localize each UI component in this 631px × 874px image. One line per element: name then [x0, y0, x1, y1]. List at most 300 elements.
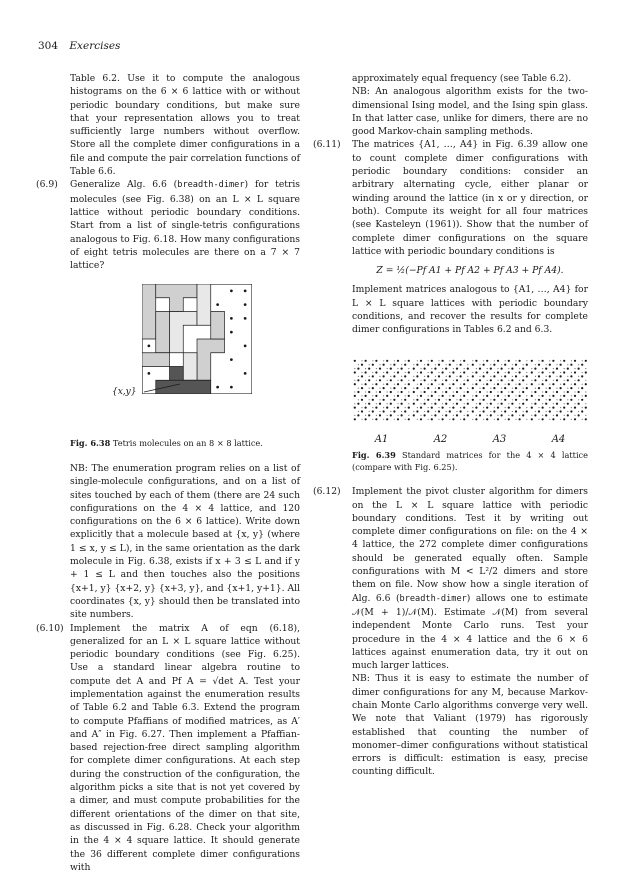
matrix-entry	[585, 371, 587, 373]
matrix-entry	[405, 383, 406, 384]
matrix-entry	[397, 418, 399, 420]
matrix-entry	[453, 368, 454, 369]
matrix-entry	[571, 407, 572, 408]
matrix-entry	[508, 368, 509, 369]
matrix-entry	[483, 387, 485, 389]
matrix-entry	[383, 418, 384, 419]
matrix-entry	[472, 372, 473, 373]
matrix-entry	[404, 375, 406, 377]
matrix-entry	[522, 391, 524, 393]
matrix-entry	[567, 379, 569, 381]
matrix-entry	[452, 406, 454, 408]
matrix-entry	[535, 399, 536, 400]
algorithm-name: breadth-dimer	[177, 180, 245, 191]
matrix-entry	[413, 391, 415, 393]
matrix-entry	[538, 410, 540, 412]
matrix-entry	[427, 375, 429, 377]
matrix-entry	[365, 359, 367, 361]
matrix-entry	[449, 418, 450, 419]
matrix-entry	[522, 402, 524, 404]
matrix-entry	[497, 359, 499, 361]
matrix-entry	[556, 364, 557, 365]
matrix-entry	[511, 414, 513, 416]
matrix-entry	[379, 364, 380, 365]
matrix-entry	[413, 367, 415, 369]
matrix-entry	[567, 387, 568, 388]
matrix-entry	[483, 360, 484, 361]
matrix-entry	[413, 379, 415, 381]
matrix-entry	[405, 418, 406, 419]
matrix-entry	[357, 391, 359, 393]
matrix-entry	[401, 391, 403, 393]
matrix-entry	[361, 360, 362, 361]
matrix-entry	[420, 403, 421, 404]
matrix-entry	[574, 394, 576, 396]
matrix-entry	[467, 375, 468, 376]
matrix-entry	[505, 372, 506, 373]
matrix-entry	[404, 387, 406, 389]
matrix-entry	[375, 406, 377, 408]
matrix-entry	[420, 371, 422, 373]
matrix-entry	[393, 410, 395, 412]
matrix-entry	[446, 399, 447, 400]
matrix-entry	[467, 387, 468, 388]
matrix-entry	[452, 383, 454, 385]
matrix-entry	[442, 403, 443, 404]
matrix-entry	[545, 391, 547, 393]
matrix-entry	[535, 364, 536, 365]
matrix-entry	[515, 360, 516, 361]
matrix-entry	[368, 402, 370, 404]
matrix-entry	[463, 383, 465, 385]
matrix-entry	[472, 407, 473, 408]
matrix-entry	[431, 406, 433, 408]
matrix-entry	[556, 375, 557, 376]
matrix-entry	[549, 372, 550, 373]
matrix-entry	[386, 418, 388, 420]
matrix-entry	[442, 406, 444, 408]
matrix-entry	[483, 372, 484, 373]
matrix-entry	[452, 371, 454, 373]
matrix-entry	[413, 402, 415, 404]
matrix-entry	[460, 418, 461, 419]
matrix-entry	[479, 411, 480, 412]
matrix-entry	[361, 410, 363, 412]
matrix-entry	[368, 367, 370, 369]
matrix-entry	[497, 418, 499, 420]
matrix-entry	[497, 403, 498, 404]
matrix-entry	[479, 402, 481, 404]
matrix-entry	[390, 391, 392, 393]
matrix-entry	[563, 371, 565, 373]
matrix-label-a4: A4	[551, 433, 566, 445]
matrix-entry	[512, 387, 513, 388]
matrix-entry	[526, 375, 528, 377]
matrix-entry	[538, 375, 540, 377]
matrix-entry	[526, 395, 527, 396]
matrix-entry	[397, 406, 399, 408]
matrix-entry	[501, 367, 503, 369]
matrix-entry	[553, 414, 554, 415]
matrix-entry	[464, 414, 465, 415]
matrix-entry	[408, 359, 410, 361]
matrix-entry	[463, 359, 465, 361]
matrix-entry	[365, 403, 366, 404]
matrix-entry	[379, 414, 381, 416]
matrix-entry	[556, 379, 558, 381]
matrix-entry	[408, 403, 409, 404]
matrix-entry	[578, 379, 580, 381]
matrix-entry	[476, 379, 477, 380]
matrix-entry	[460, 383, 461, 384]
matrix-entry	[372, 387, 374, 389]
matrix-entry	[511, 391, 513, 393]
matrix-entry	[417, 418, 418, 419]
right-column	[313, 72, 588, 779]
matrix-entry	[519, 379, 520, 380]
matrix-entry	[515, 395, 516, 396]
matrix-entry	[424, 391, 426, 393]
matrix-entry	[542, 403, 543, 404]
matrix-entry	[505, 407, 506, 408]
matrix-entry	[420, 418, 422, 420]
matrix-entry	[585, 379, 586, 380]
matrix-entry	[376, 391, 377, 392]
matrix-entry	[393, 387, 395, 389]
matrix-entry	[375, 371, 377, 373]
matrix-entry	[408, 371, 410, 373]
matrix-entry	[490, 414, 492, 416]
matrix-entry	[504, 410, 506, 412]
matrix-entry	[494, 407, 495, 408]
matrix-entry	[476, 368, 477, 369]
matrix-entry	[564, 403, 565, 404]
matrix-entry	[519, 406, 521, 408]
matrix-entry	[494, 418, 495, 419]
matrix-entry	[428, 407, 429, 408]
matrix-entry	[501, 399, 502, 400]
matrix-entry	[487, 379, 488, 380]
matrix-entry	[446, 411, 447, 412]
note-ising: NB: An analogous algorithm exists for the two-dimensional Ising model, and the Ising spin glass. In that latter case, unlike for dimers, there are no good Markov-chain sampling methods.	[352, 86, 588, 138]
matrix-entry	[387, 403, 388, 404]
matrix-entry	[438, 407, 439, 408]
matrix-entry	[545, 402, 547, 404]
matrix-entry	[570, 363, 572, 365]
matrix-entry	[515, 407, 516, 408]
matrix-entry	[531, 391, 532, 392]
matrix-entry	[427, 410, 429, 412]
matrix-entry	[549, 387, 551, 389]
matrix-entry	[538, 418, 539, 419]
matrix-entry	[515, 372, 516, 373]
matrix-entry	[585, 414, 586, 415]
matrix-entry	[483, 383, 484, 384]
algorithm-name: breadth-dimer	[399, 593, 467, 604]
matrix-entry	[420, 379, 421, 380]
matrix-entry	[476, 414, 477, 415]
matrix-label-a3: A3	[492, 433, 507, 445]
matrix-entry	[386, 371, 388, 373]
matrix-entry	[570, 410, 572, 412]
matrix-entry	[483, 363, 485, 365]
matrix-entry	[445, 379, 447, 381]
matrix-entry	[387, 414, 388, 415]
matrix-entry	[383, 398, 385, 400]
matrix-entry	[560, 418, 561, 419]
matrix-entry	[383, 372, 384, 373]
matrix-entry	[472, 418, 473, 419]
matrix-entry	[368, 391, 370, 393]
matrix-entry	[431, 418, 433, 420]
matrix-entry	[361, 398, 363, 400]
matrix-entry	[563, 418, 565, 420]
matrix-entry	[379, 411, 380, 412]
matrix-entry	[519, 414, 520, 415]
matrix-entry	[515, 375, 517, 377]
matrix-entry	[526, 360, 527, 361]
matrix-entry	[560, 363, 562, 365]
matrix-entry	[361, 375, 363, 377]
matrix-entry	[431, 359, 433, 361]
matrix-entry	[460, 398, 462, 400]
matrix-entry	[531, 406, 533, 408]
matrix-entry	[542, 414, 543, 415]
matrix-entry	[505, 395, 506, 396]
matrix-entry	[549, 360, 550, 361]
matrix-entry	[416, 410, 418, 412]
matrix-entry	[408, 406, 410, 408]
matrix-entry	[460, 407, 461, 408]
matrix-entry	[522, 367, 524, 369]
note-valiant: NB: Thus it is easy to estimate the number of dimer configurations for any M, because Markov-chain Monte Carlo algorithms converge very well. We note that Valiant (1979) has rigorously established that counting the number of monomer–dimer configurations without statistical errors is difficult: estimation is easy, precise counting difficult.	[352, 673, 588, 778]
matrix-entry	[574, 383, 576, 385]
matrix-entry	[479, 399, 480, 400]
matrix-entry	[472, 383, 473, 384]
matrix-entry	[505, 383, 506, 384]
matrix-entry	[538, 407, 539, 408]
matrix-entry	[420, 383, 422, 385]
matrix-entry	[582, 407, 583, 408]
matrix-entry	[420, 394, 422, 396]
matrix-entry	[556, 411, 557, 412]
matrix-entry	[449, 395, 450, 396]
matrix-entry	[449, 407, 450, 408]
matrix-entry	[390, 375, 391, 376]
matrix-entry	[490, 399, 491, 400]
matrix-entry	[456, 391, 458, 393]
matrix-entry	[369, 375, 370, 376]
matrix-entry	[515, 383, 516, 384]
matrix-entry	[449, 375, 451, 377]
matrix-entry	[570, 375, 572, 377]
matrix-entry	[390, 387, 391, 388]
matrix-entry	[534, 379, 536, 381]
matrix-entry	[508, 406, 510, 408]
matrix-entry	[493, 387, 495, 389]
matrix-entry	[372, 407, 373, 408]
matrix-entry	[467, 402, 469, 404]
matrix-entry	[578, 364, 579, 365]
matrix-entry	[372, 418, 373, 419]
matrix-entry	[394, 407, 395, 408]
matrix-entry	[487, 414, 488, 415]
matrix-entry	[582, 372, 583, 373]
matrix-entry	[487, 391, 488, 392]
matrix-entry	[467, 414, 469, 416]
matrix-entry	[386, 383, 388, 385]
matrix-entry	[504, 363, 506, 365]
matrix-entry	[361, 383, 362, 384]
matrix-entry	[515, 363, 517, 365]
matrix-entry	[531, 383, 533, 385]
matrix-entry	[404, 410, 406, 412]
matrix-entry	[417, 372, 418, 373]
matrix-entry	[435, 387, 436, 388]
matrix-entry	[534, 367, 536, 369]
matrix-entry	[542, 359, 544, 361]
matrix-entry	[405, 395, 406, 396]
matrix-entry	[504, 387, 506, 389]
matrix-entry	[549, 383, 550, 384]
matrix-entry	[574, 403, 575, 404]
matrix-entry	[365, 418, 367, 420]
matrix-entry	[535, 375, 536, 376]
matrix-entry	[357, 402, 359, 404]
matrix-entry	[379, 387, 380, 388]
matrix-entry	[494, 383, 495, 384]
matrix-entry	[556, 391, 558, 393]
matrix-entry	[413, 414, 415, 416]
matrix-entry	[519, 391, 520, 392]
matrix-entry	[442, 418, 444, 420]
matrix-entry	[475, 394, 477, 396]
matrix-entry	[538, 395, 539, 396]
matrix-entry	[354, 391, 355, 392]
matrix-entry	[467, 411, 468, 412]
matrix-entry	[479, 387, 480, 388]
matrix-entry	[578, 411, 579, 412]
matrix-entry	[493, 410, 495, 412]
matrix-entry	[442, 383, 444, 385]
matrix-entry	[567, 399, 568, 400]
exercise-6-12: (6.12) Implement the pivot cluster algorithm for dimers on the L × L square lattice with periodic boundary conditions. Test it by writing out complete dimer configurations on file: on the 4 × 4 lattice, the 272 complete dimer configurations should be generated equally often. Sample configurations with M < L²/2 dimers and store them on file. Now show how a single iteration of Alg. 6.6 (breadth-dimer) allows one to estimate 𝒩(M + 1)/𝒩(M). Estimate 𝒩(M) from several independent Monte Carlo runs. Test your procedure in the 4 × 4 lattice and the 6 × 6 lattices against enumeration data, try it out on much larger lattices.	[313, 486, 588, 672]
matrix-entry	[519, 418, 521, 420]
matrix-entry	[427, 363, 429, 365]
matrix-entry	[581, 410, 583, 412]
matrix-entry	[368, 414, 370, 416]
matrix-entry	[438, 363, 440, 365]
matrix-entry	[420, 368, 421, 369]
matrix-entry	[408, 418, 410, 420]
matrix-entry	[460, 395, 461, 396]
matrix-entry	[369, 387, 370, 388]
matrix-entry	[519, 371, 521, 373]
matrix-entry	[552, 394, 554, 396]
matrix-entry	[560, 407, 561, 408]
matrix-entry	[475, 371, 477, 373]
matrix-entry	[417, 395, 418, 396]
matrix-entry	[546, 375, 547, 376]
matrix-entry	[376, 368, 377, 369]
matrix-entry	[379, 379, 381, 381]
matrix-entry	[531, 359, 533, 361]
matrix-entry	[578, 399, 579, 400]
matrix-entry	[393, 363, 395, 365]
matrix-entry	[452, 418, 454, 420]
matrix-entry	[570, 387, 572, 389]
matrix-entry	[446, 375, 447, 376]
matrix-entry	[494, 395, 495, 396]
matrix-entry	[372, 372, 373, 373]
matrix-entry	[397, 368, 398, 369]
matrix-entry	[542, 394, 544, 396]
matrix-entry	[585, 406, 587, 408]
matrix-entry	[486, 383, 488, 385]
matrix-entry	[404, 398, 406, 400]
matrix-entry	[560, 383, 561, 384]
matrix-entry	[404, 363, 406, 365]
matrix-entry	[427, 387, 429, 389]
matrix-entry	[413, 399, 414, 400]
matrix-entry	[442, 394, 444, 396]
matrix-entry	[549, 407, 550, 408]
matrix-entry	[564, 391, 565, 392]
matrix-entry	[571, 395, 572, 396]
matrix-entry	[567, 367, 569, 369]
tetris-lattice-diagram	[142, 284, 252, 394]
matrix-entry	[442, 368, 443, 369]
matrix-entry	[390, 411, 391, 412]
matrix-label-a2: A2	[433, 433, 448, 445]
matrix-entry	[542, 368, 543, 369]
matrix-entry	[486, 394, 488, 396]
matrix-entry	[431, 368, 432, 369]
matrix-entry	[424, 379, 426, 381]
exercise-number: (6.11)	[313, 139, 341, 151]
matrix-entry	[515, 418, 516, 419]
matrix-entry	[354, 368, 355, 369]
matrix-entry	[531, 414, 532, 415]
matrix-entry	[483, 395, 484, 396]
matrix-entry	[401, 399, 402, 400]
matrix-entry	[526, 363, 528, 365]
matrix-entry	[508, 379, 509, 380]
matrix-entry	[379, 399, 380, 400]
matrix-entry	[490, 379, 492, 381]
matrix-entry	[442, 391, 443, 392]
matrix-entry	[393, 375, 395, 377]
matrix-entry	[486, 418, 488, 420]
matrix-entry	[522, 379, 524, 381]
matrix-entry	[493, 363, 495, 365]
matrix-entry	[574, 414, 575, 415]
matrix-entry	[390, 379, 392, 381]
matrix-entry	[431, 383, 433, 385]
matrix-entry	[424, 387, 425, 388]
matrix-entry	[582, 360, 583, 361]
matrix-entry	[460, 372, 461, 373]
matrix-entry	[504, 375, 506, 377]
matrix-entry	[497, 391, 498, 392]
matrix-entry	[490, 391, 492, 393]
matrix-entry	[479, 414, 481, 416]
exercise-6-11: (6.11) The matrices {A1, …, A4} in Fig. 6.39 allow one to count complete dimer configurations with periodic boundary conditions: consider an arbitrary alternating cycle, either planar or winding around the lattice (in x or y direction, or both). Compute its weight for all four matrices (see Kasteleyn (1961)). Show that the number of complete dimer configurations on the square lattice with periodic boundary conditions is	[313, 139, 588, 257]
matrix-entry	[463, 418, 465, 420]
matrix-entry	[563, 359, 565, 361]
matrix-entry	[401, 375, 402, 376]
matrix-entry	[438, 372, 439, 373]
